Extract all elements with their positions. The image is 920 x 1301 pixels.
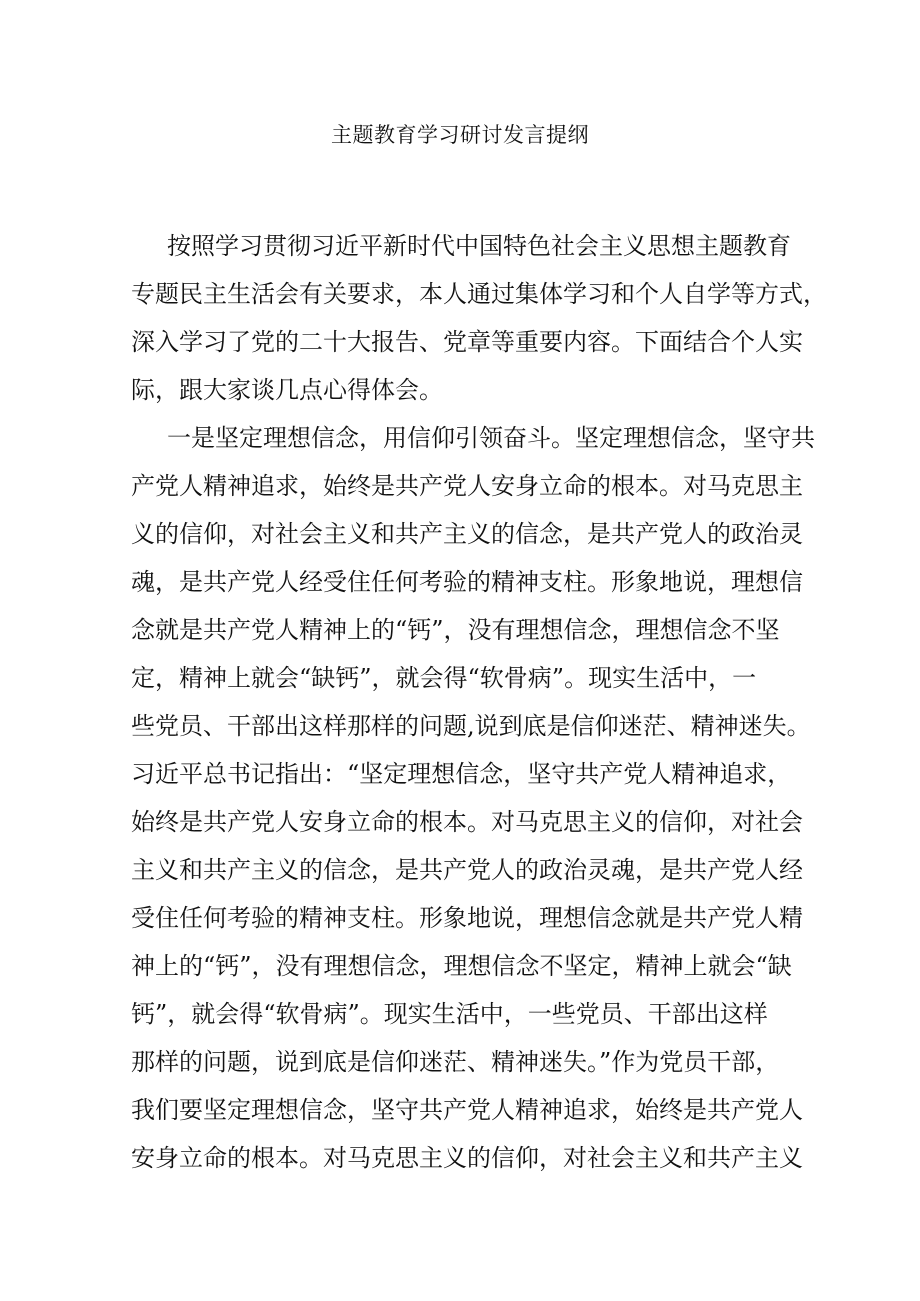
paragraph-line: 一是坚定理想信念，用信仰引领奋斗。坚定理想信念，坚守共 (167, 424, 815, 452)
paragraph-line: 定，精神上就会“缺钙”，就会得“软骨病”。现实生活中，一 (131, 664, 757, 692)
paragraph-line: 那样的问题，说到底是信仰迷茫、精神迷失。”作为党员干部， (131, 1048, 780, 1076)
paragraph-line: 际，跟大家谈几点心得体会。 (131, 376, 443, 404)
paragraph-line: 专题民主生活会有关要求，本人通过集体学习和个人自学等方式， (131, 280, 827, 308)
paragraph-line: 我们要坚定理想信念，坚守共产党人精神追求，始终是共产党人 (131, 1096, 803, 1124)
paragraph-line: 安身立命的根本。对马克思主义的信仰，对社会主义和共产主义 (131, 1144, 803, 1172)
paragraph-line: 义的信仰，对社会主义和共产主义的信念，是共产党人的政治灵 (131, 520, 803, 548)
paragraph-line: 产党人精神追求，始终是共产党人安身立命的根本。对马克思主 (131, 472, 803, 500)
paragraph-line: 神上的“钙”，没有理想信念，理想信念不坚定，精神上就会“缺 (131, 952, 792, 980)
paragraph-line: 魂，是共产党人经受住任何考验的精神支柱。形象地说，理想信 (131, 568, 803, 596)
paragraph-line: 按照学习贯彻习近平新时代中国特色社会主义思想主题教育 (167, 232, 791, 260)
page-title: 主题教育学习研讨发言提纲 (331, 123, 589, 147)
paragraph-line: 深入学习了党的二十大报告、党章等重要内容。下面结合个人实 (131, 328, 803, 356)
paragraph-line: 念就是共产党人精神上的“钙”，没有理想信念，理想信念不坚 (131, 616, 780, 644)
paragraph-line: 习近平总书记指出：“坚定理想信念，坚守共产党人精神追求， (131, 760, 792, 788)
paragraph-line: 受住任何考验的精神支柱。形象地说，理想信念就是共产党人精 (131, 904, 803, 932)
paragraph-line: 些党员、干部出这样那样的问题,说到底是信仰迷茫、精神迷失。 (131, 712, 811, 740)
paragraph-line: 始终是共产党人安身立命的根本。对马克思主义的信仰，对社会 (131, 808, 803, 836)
paragraph-line: 钙”，就会得“软骨病”。现实生活中，一些党员、干部出这样 (131, 1000, 768, 1028)
paragraph-line: 主义和共产主义的信念，是共产党人的政治灵魂，是共产党人经 (131, 856, 803, 884)
document-body (131, 222, 827, 1182)
